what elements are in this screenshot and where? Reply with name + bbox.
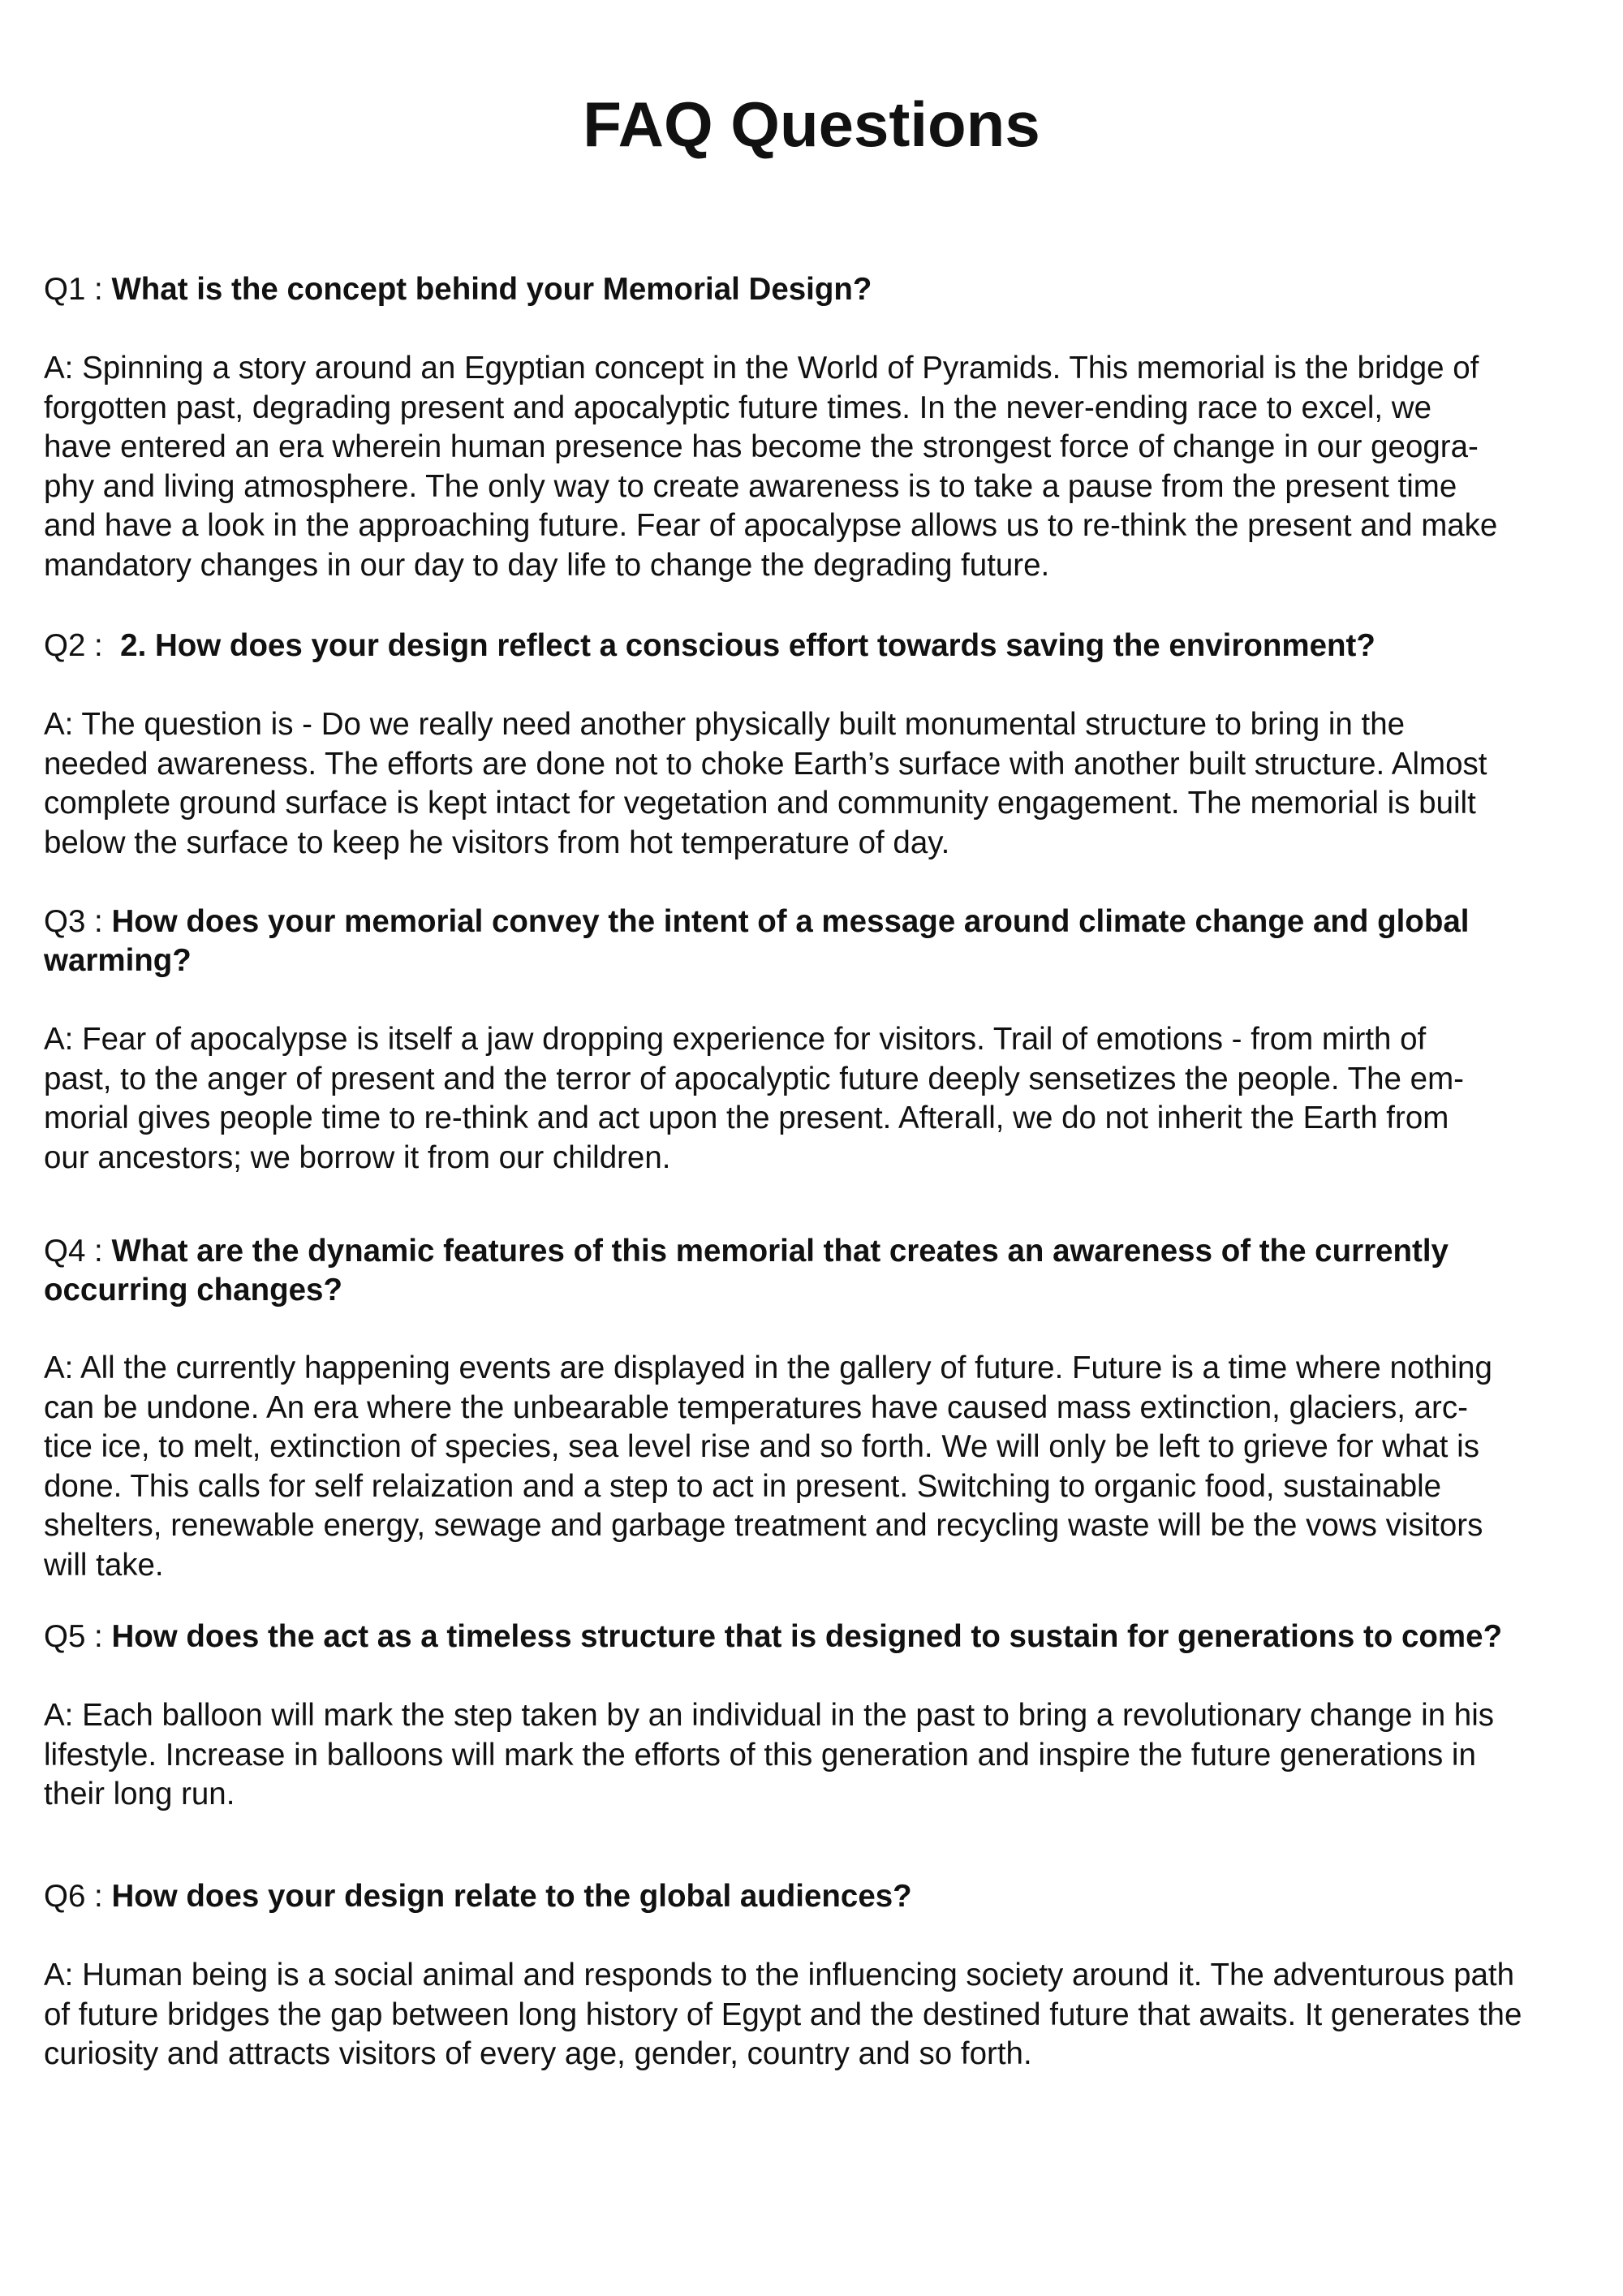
answer-line: lifestyle. Increase in balloons will mark the efforts of this generation and inspire the future generations in <box>44 1737 1476 1773</box>
answer-line: done. This calls for self relaization and a step to act in present. Switching to organic food, sustainable <box>44 1468 1442 1504</box>
faq-item-3 <box>44 902 1602 980</box>
faq-item-4 <box>44 1232 1602 1310</box>
answer-line: phy and living atmosphere. The only way to create awareness is to take a pause from the present time <box>44 468 1457 504</box>
question <box>44 627 1602 666</box>
page-title: FAQ Questions <box>583 88 1040 160</box>
question-text: warming? <box>44 943 192 978</box>
question-text: How does your memorial convey the intent of a message around climate change and global <box>111 904 1470 939</box>
answer-line: A: Each balloon will mark the step taken by an individual in the past to bring a revolutionary change in his <box>44 1698 1495 1733</box>
answer-line: A: Human being is a social animal and responds to the influencing society around it. The adventurous path <box>44 1958 1515 1992</box>
faq-item-1 <box>44 270 1602 309</box>
question-text: 2. How does your design reflect a conscious effort towards saving the environment? <box>120 628 1375 663</box>
question-number: Q4 : <box>44 1234 112 1269</box>
answer-2 <box>44 705 1602 863</box>
question-text: What is the concept behind your Memorial Design? <box>111 272 872 307</box>
answer-line: A: All the currently happening events are displayed in the gallery of future. Future is a time where nothing <box>44 1350 1492 1385</box>
answer-line: A: Fear of apocalypse is itself a jaw dropping experience for visitors. Trail of emotions - from mirth of <box>44 1022 1427 1057</box>
answer-line: mandatory changes in our day to day life to change the degrading future. <box>44 547 1050 583</box>
question <box>44 902 1602 980</box>
answer-line: can be undone. An era where the unbearable temperatures have caused mass extinction, glaciers, arc- <box>44 1389 1468 1425</box>
question-text: occurring changes? <box>44 1273 342 1307</box>
answer-4 <box>44 1349 1602 1585</box>
question <box>44 270 1602 309</box>
answer-line: complete ground surface is kept intact for vegetation and community engagement. The memorial is built <box>44 786 1476 821</box>
answer-line: past, to the anger of present and the terror of apocalyptic future deeply sensetizes the people. The em- <box>44 1061 1464 1096</box>
answer-line: and have a look in the approaching future. Fear of apocalypse allows us to re-think the present and make <box>44 508 1498 543</box>
question-number: Q2 : <box>44 628 121 663</box>
answer-line: of future bridges the gap between long history of Egypt and the destined future that awaits. It generates the <box>44 1997 1522 2032</box>
question <box>44 1877 1602 1916</box>
faq-item-2 <box>44 627 1602 666</box>
answer-line: below the surface to keep he visitors from hot temperature of day. <box>44 825 950 860</box>
answer-line: our ancestors; we borrow it from our children. <box>44 1139 671 1175</box>
answer-line: shelters, renewable energy, sewage and garbage treatment and recycling waste will be the vows visitors <box>44 1508 1483 1543</box>
question-number: Q5 : <box>44 1619 112 1654</box>
answer-6 <box>44 1956 1602 2074</box>
question-number: Q6 : <box>44 1879 112 1914</box>
question-number: Q3 : <box>44 904 112 939</box>
faq-item-5 <box>44 1618 1602 1656</box>
answer-line: their long run. <box>44 1777 235 1811</box>
question-number: Q1 : <box>44 272 112 307</box>
answer-line: forgotten past, degrading present and apocalyptic future times. In the never-ending race to excel, we <box>44 390 1431 425</box>
answer-line: morial gives people time to re-think and act upon the present. Afterall, we do not inherit the Earth from <box>44 1101 1449 1135</box>
answer-line: needed awareness. The efforts are done not to choke Earth’s surface with another built structure. Almost <box>44 746 1487 782</box>
answer-line: A: Spinning a story around an Egyptian concept in the World of Pyramids. This memorial is the bridge of <box>44 351 1479 386</box>
question-text: What are the dynamic features of this memorial that creates an awareness of the currently <box>111 1234 1449 1269</box>
answer-line: A: The question is - Do we really need another physically built monumental structure to bring in the <box>44 707 1406 742</box>
answer-3 <box>44 1020 1602 1178</box>
faq-item-6 <box>44 1877 1602 1916</box>
answer-5 <box>44 1696 1602 1815</box>
answer-line: will take. <box>44 1547 164 1583</box>
answer-line: have entered an era wherein human presence has become the strongest force of change in our geogra- <box>44 429 1479 464</box>
question <box>44 1232 1602 1310</box>
question <box>44 1618 1602 1656</box>
answer-line: curiosity and attracts visitors of every age, gender, country and so forth. <box>44 2036 1032 2071</box>
question-text: How does your design relate to the global audiences? <box>111 1879 912 1914</box>
answer-line: tice ice, to melt, extinction of species, sea level rise and so forth. We will only be left to grieve for what is <box>44 1429 1479 1464</box>
question-text: How does the act as a timeless structure that is designed to sustain for generations to come? <box>111 1619 1503 1654</box>
answer-1 <box>44 349 1602 585</box>
